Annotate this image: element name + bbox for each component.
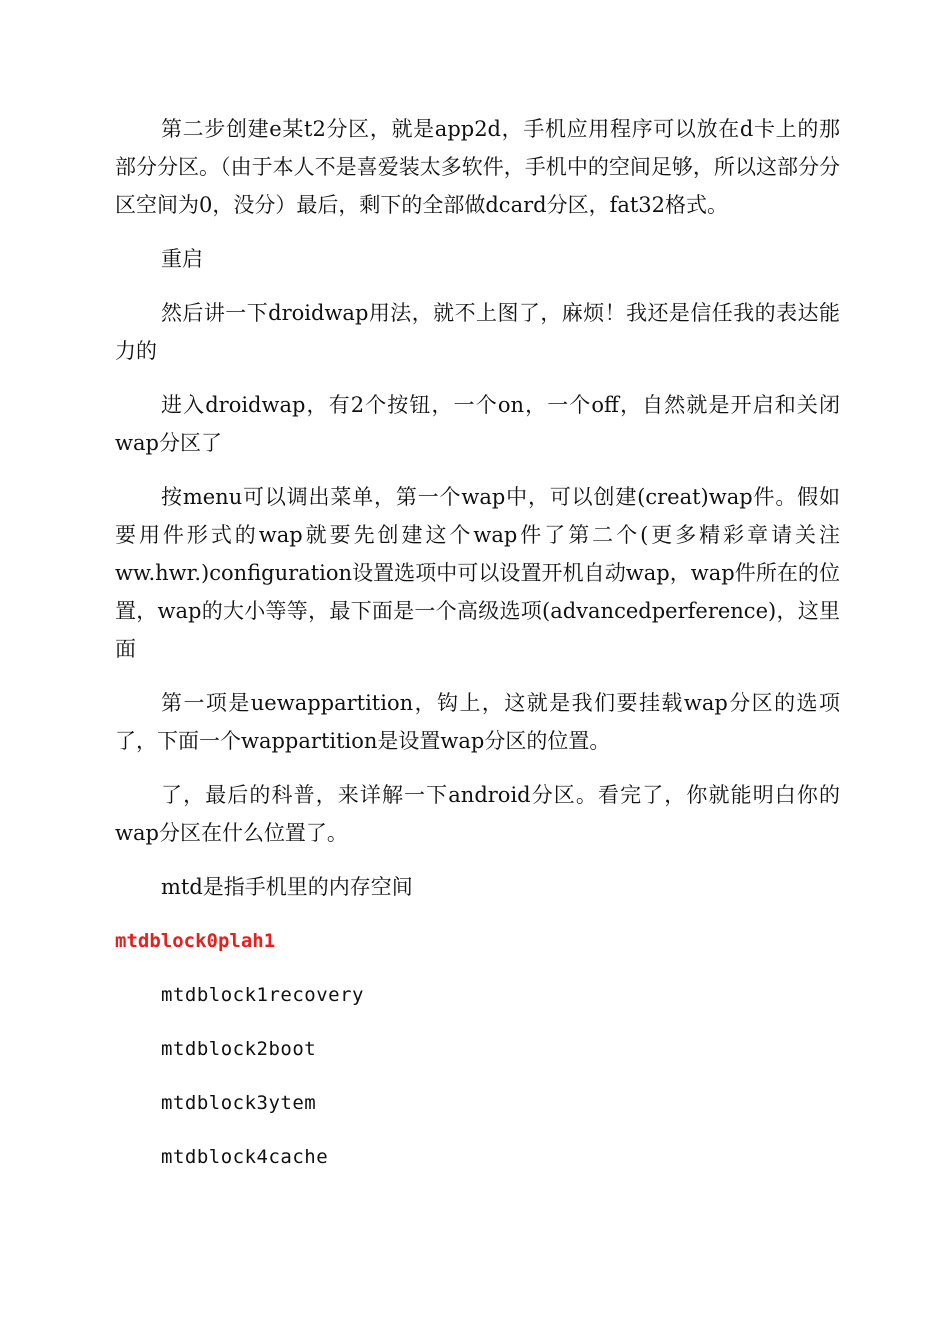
paragraph-first-option: 第一项是uewappartition，钩上，这就是我们要挂载wap分区的选项了，下面一个wappartition是设置wap分区的位置。 bbox=[115, 691, 840, 753]
document-page bbox=[115, 110, 840, 1192]
paragraph-mtd: mtd是指手机里的内存空间 bbox=[161, 875, 413, 899]
paragraph-android-partitions: 了，最后的科普，来详解一下android分区。看完了，你就能明白你的wap分区在什么位置了。 bbox=[115, 783, 840, 845]
paragraph-droidwap-usage: 然后讲一下droidwap用法，就不上图了，麻烦！我还是信任我的表达能力的 bbox=[115, 301, 840, 363]
paragraph-reboot: 重启 bbox=[161, 247, 203, 271]
list-item: mtdblock4cache bbox=[161, 1146, 329, 1168]
paragraph-step-two: 第二步创建e某t2分区，就是app2d，手机应用程序可以放在d卡上的那部分分区。（由于本人不是喜爱装太多软件，手机中的空间足够，所以这部分分区空间为0，没分）最后，剩下的全部做dcard分区，fat32格式。 bbox=[115, 117, 840, 217]
list-item: mtdblock2boot bbox=[161, 1038, 317, 1060]
paragraph-menu: 按menu可以调出菜单，第一个wap中，可以创建(creat)wap件。假如要用件形式的wap就要先创建这个wap件了第二个(更多精彩章请关注ww.hwr.)configuration设置选项中可以设置开机自动wap，wap件所在的位置，wap的大小等等，最下面是一个高级选项(advancedperference)，这里面 bbox=[115, 485, 840, 661]
list-item: mtdblock3ytem bbox=[161, 1092, 317, 1114]
paragraph-droidwap-buttons: 进入droidwap，有2个按钮，一个on，一个off，自然就是开启和关闭wap分区了 bbox=[115, 393, 840, 455]
red-heading: mtdblock0plah1 bbox=[115, 930, 276, 952]
list-item: mtdblock1recovery bbox=[161, 984, 364, 1006]
